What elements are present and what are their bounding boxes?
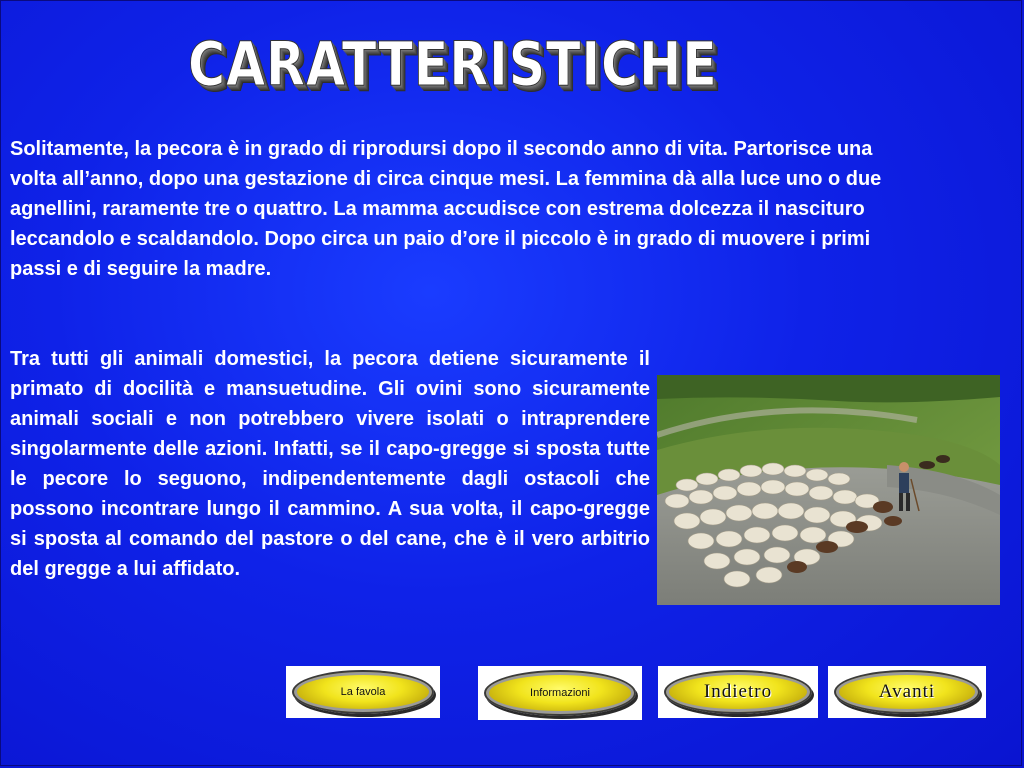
informazioni-label: Informazioni <box>530 687 590 699</box>
indietro-label: Indietro <box>703 681 773 702</box>
paragraph-behavior: Tra tutti gli animali domestici, la pecora detiene sicuramente il primato di docilità e mansuetudine. Gli ovini sono sicuramente animali sociali e non potrebbero vivere isolati o intraprendere singolarmente delle azioni. Infatti, se il capo-gregge si sposta tutte le pecore lo seguono, indipendentemente dagli ostacoli che possono incontrare lungo il cammino. A sua volta, il capo-gregge si sposta al comando del pastore o del cane, che è il vero arbitrio del gregge a lui affidato. <box>10 348 650 580</box>
avanti-button[interactable] <box>828 666 986 718</box>
sheep-flock-image <box>657 375 1000 605</box>
la-favola-label: La favola <box>340 686 386 698</box>
la-favola-button[interactable] <box>286 666 440 718</box>
slide-title: CARATTERISTICHE <box>188 29 718 100</box>
avanti-label: Avanti <box>878 681 936 702</box>
informazioni-button[interactable] <box>478 666 642 720</box>
informazioni-pill <box>484 670 636 716</box>
sheep-flock-photo <box>657 375 1000 605</box>
avanti-pill <box>834 670 980 714</box>
indietro-button[interactable] <box>658 666 818 718</box>
la-favola-pill <box>292 670 434 714</box>
paragraph-reproduction: Solitamente, la pecora è in grado di riprodursi dopo il secondo anno di vita. Partorisce una volta all’anno, dopo una gestazione di circa cinque mesi. La femmina dà alla luce uno o due agnellini, raramente tre o quattro. La mamma accudisce con estrema dolcezza il nascituro leccandolo e scaldandolo. Dopo circa un paio d’ore il piccolo è in grado di muovere i primi passi e di seguire la madre. <box>10 138 882 280</box>
indietro-pill <box>664 670 812 714</box>
